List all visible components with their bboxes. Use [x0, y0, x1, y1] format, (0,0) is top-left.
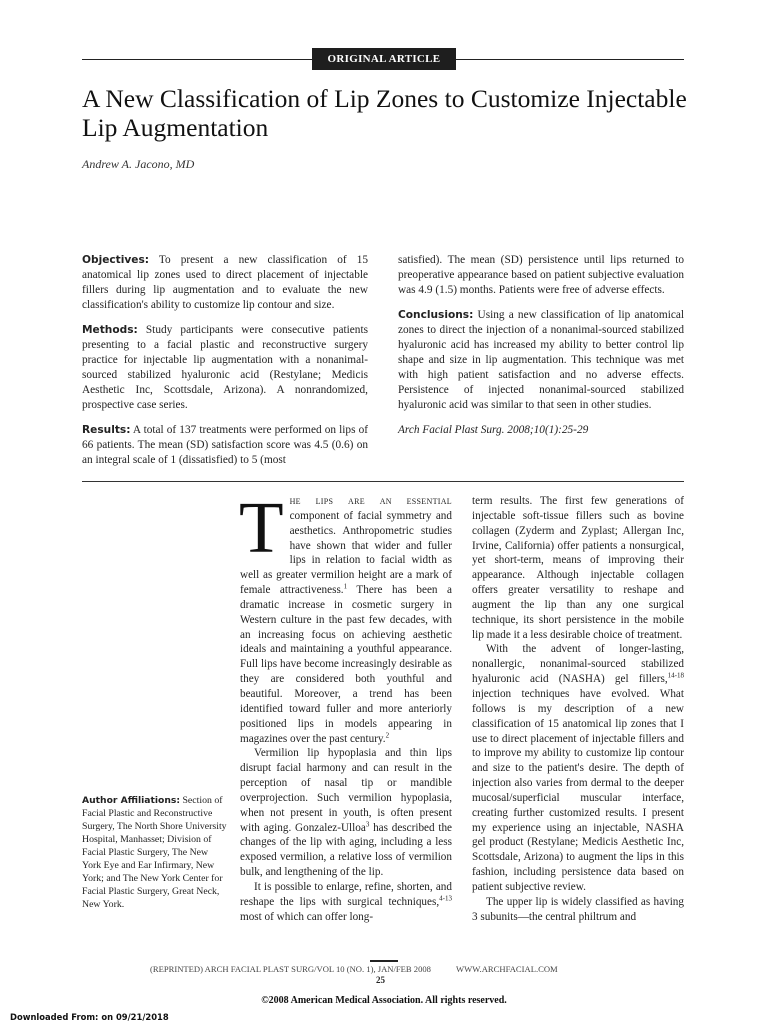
methods-label: Methods:	[82, 324, 138, 336]
affiliations-text: Section of Facial Plastic and Reconstructive Surgery, The North Shore University Hospital, Manhasset; Division of Facial Plastic Surgery, The New York Eye and Ear Infirmary, New York; and The New York Center for Facial Plastic Surgery, Great Neck, New York.	[82, 795, 227, 910]
reference-marker: 3	[365, 819, 370, 828]
body-paragraph-3	[240, 880, 452, 925]
author-affiliations	[82, 794, 228, 911]
paragraph-3-text-2: most of which can offer long-	[240, 910, 374, 923]
body-paragraph-6: The upper lip is widely classified as having 3 subunits—the central philtrum and	[472, 895, 684, 923]
results-text: A total of 137 treatments were performed on lips of 66 patients. The mean (SD) satisfaction score was 4.5 (0.6) on an integral scale of 1 (dissatisfied) to 5 (most	[82, 424, 368, 466]
paragraph-5-text-1: With the advent of longer-lasting, nonallergic, nonanimal-sourced stabilized hyaluronic acid (NASHA) gel fillers,	[472, 643, 684, 686]
body-column-middle	[239, 487, 453, 924]
footer-url: WWW.ARCHFACIAL.COM	[456, 964, 558, 974]
journal-citation: Arch Facial Plast Surg. 2008;10(1):25-29	[398, 424, 589, 436]
reference-marker: 14-18	[667, 671, 684, 680]
intro-text-2: There has been a dramatic increase in cosmetic surgery in Western culture in the past few decades, with an increasing focus on achieving aesthetic ideals and maintaining a youthful appearance. Full lips have become increasingly desirable as they are considered both youthful and beautiful. Moreover, a trend has been identified toward fuller and more anteriorly positioned lips in models appearing in magazines over the past century.	[240, 584, 452, 745]
author-name: Andrew A. Jacono, MD	[82, 157, 195, 171]
article-title: A New Classification of Lip Zones to Customize Injectable Lip Augmentation	[82, 84, 687, 142]
conclusions-text: Using a new classification of lip anatomical zones to direct the injection of a nonanimal-sourced stabilized hyaluronic acid has increased my ability to better control lip shape and size in lip augmentation. This technique was met with high patient satisfaction and no adverse effects. Persistence of injected nonanimal-sourced stabilized hyaluronic acid was similar to that seen in other studies.	[398, 309, 684, 411]
article-type-badge: ORIGINAL ARTICLE	[312, 48, 456, 70]
reference-marker: 1	[343, 582, 348, 591]
paragraph-2-text-2: has described the changes of the lip with aging, including a less exposed vermilion, a relative loss of vermilion bulk, and lengthening of the lip.	[240, 821, 453, 879]
conclusions-label: Conclusions:	[398, 309, 474, 321]
objectives-text: To present a new classification of 15 anatomical lip zones used to direct placement of injectable fillers during lip augmentation and to evaluate the new classification's ability to customize lip contour and size.	[82, 254, 368, 311]
page-number: 25	[376, 975, 385, 985]
body-paragraph-2	[240, 746, 452, 880]
abstract-right-column	[398, 253, 684, 448]
body-paragraph-5	[472, 642, 684, 894]
paragraph-5-text-2: injection techniques have evolved. What follows is my description of a new classification of 15 anatomical lip zones that I use to direct placement of injectable fillers and to improve my ability to customize lip contour and size to the patient's desire. The depth of injection also varies from dermal to the deeper mucosal/superficial muscular interface, creating further customized results. I present my experience using an injectable, NASHA gel product (Restylane; Medicis Aesthetic Inc, Scottsdale, Arizona) to augment the lips in this fashion, including persistence data based on patient subjective review.	[472, 687, 684, 893]
body-column-right	[472, 494, 684, 924]
objectives-label: Objectives:	[82, 254, 150, 266]
abstract-objectives	[82, 253, 368, 313]
reference-marker: 4-13	[439, 894, 452, 903]
intro-paragraph	[239, 487, 452, 746]
paragraph-3-text-1: It is possible to enlarge, refine, shorten, and reshape the lips with surgical techniques,	[240, 880, 452, 908]
reference-marker: 2	[385, 730, 390, 739]
footer-tick	[370, 960, 398, 962]
lead-small-caps: he lips are an essential	[289, 495, 452, 507]
results-label: Results:	[82, 424, 131, 436]
download-stamp: Downloaded From: on 09/21/2018	[10, 1012, 169, 1022]
body-paragraph-4: term results. The first few generations of injectable soft-tissue fillers such as bovine collagen (Zyderm and Zyplast; Allergan Inc, Irvine, California) offer patients a nonsurgical, yet short-term, means of improving their appearance. Although injectable collagen offers greater versatility to reshape and augment the lip than any one surgical technique, its short persistence in the mobile lip made it a less desirable choice of treatment.	[472, 495, 684, 641]
footer-journal: (REPRINTED) ARCH FACIAL PLAST SURG/VOL 10 (NO. 1), JAN/FEB 2008	[150, 964, 431, 974]
copyright-notice: ©2008 American Medical Association. All rights reserved.	[261, 995, 507, 1006]
abstract-divider	[82, 481, 684, 482]
abstract-methods	[82, 323, 368, 413]
abstract-results	[82, 423, 368, 468]
intro-text-1: component of facial symmetry and aesthetics. Anthropometric studies have shown that wider and fuller lips in relation to facial width as well as greater vermilion height are a mark of female attractiveness.	[240, 509, 452, 597]
abstract-conclusions	[398, 308, 684, 413]
paragraph-2-text-1: Vermilion lip hypoplasia and thin lips disrupt facial harmony and can result in the perception of nasal tip or mandible overprojection. Such vermilion hypoplasia, when not present in youth, is often present with aging. Gonzalez-Ulloa	[240, 747, 452, 834]
drop-cap: T	[239, 487, 284, 568]
methods-text: Study participants were consecutive patients presenting to a facial plastic and reconstructive surgery practice for injectable lip augmentation with a nonanimal-sourced stabilized hyaluronic acid (Restylane; Medicis Aesthetic Inc, Scottsdale, Arizona). A nonrandomized, prospective case series.	[82, 324, 368, 411]
abstract-results-continued: satisfied). The mean (SD) persistence until lips returned to preoperative appearance based on patient subjective evaluation was 4.9 (1.5) months. Patients were free of adverse effects.	[398, 254, 684, 296]
abstract-left-column	[82, 253, 368, 478]
affiliations-label: Author Affiliations:	[82, 795, 181, 806]
